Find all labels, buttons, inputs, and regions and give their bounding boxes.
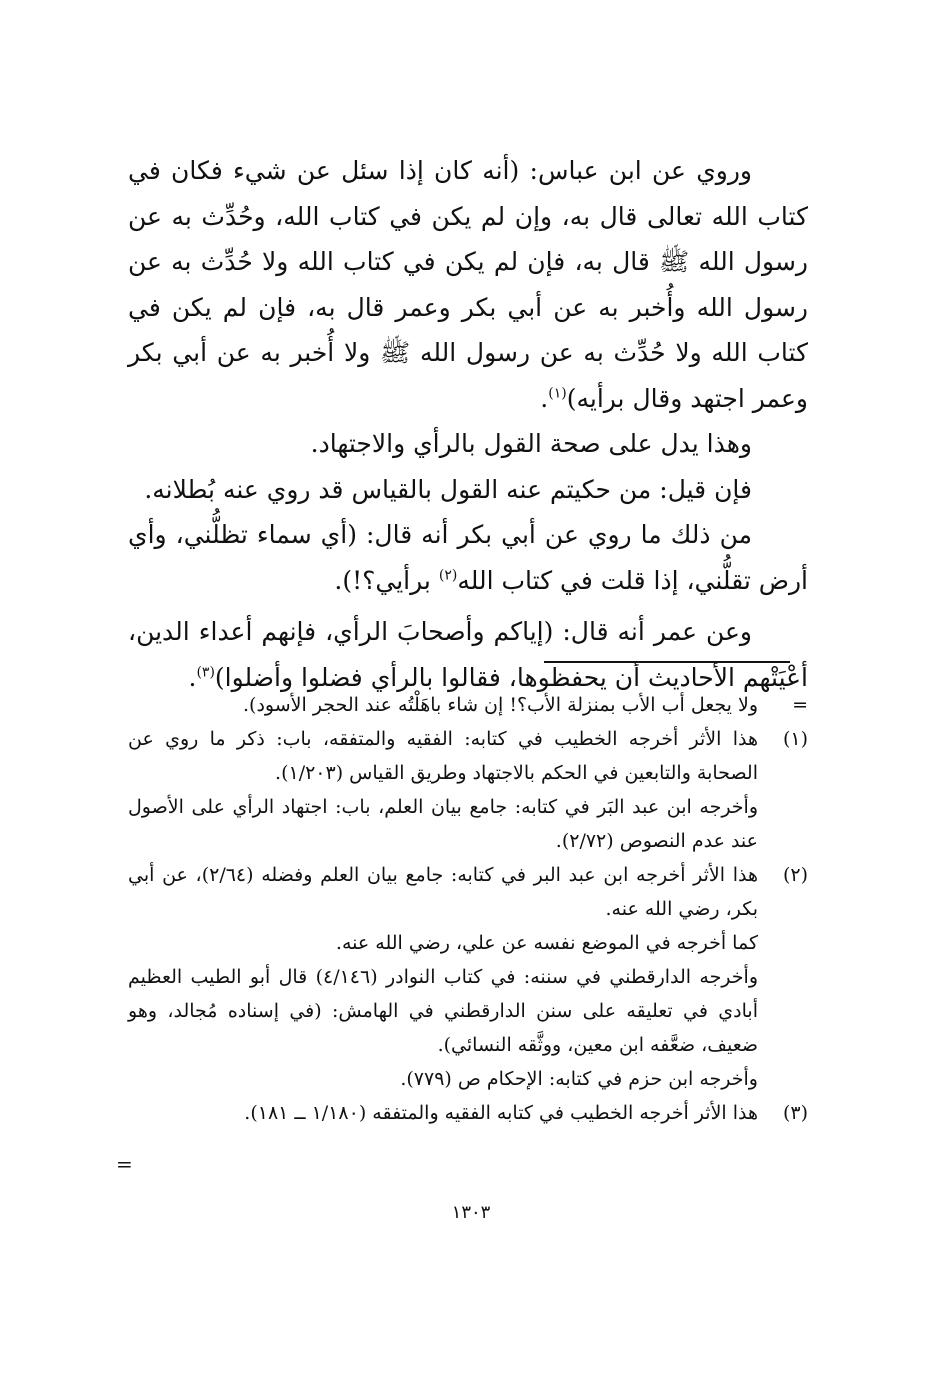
footnote-body: [128, 688, 758, 722]
main-text: [128, 148, 808, 700]
footnote-line: هذا الأثر أخرجه الخطيب في كتابه: الفقيه والمتفقه، باب: ذكر ما روي عن الصحابة والتابعين في الحكم بالاجتهاد وطريق القياس (١/٢٠٣).: [128, 728, 758, 784]
footnote-line: ولا يجعل أب الأب بمنزلة الأب؟! إن شاء باهَلْتُه عند الحجر الأسود).: [243, 694, 758, 716]
footnote-3: [128, 1096, 808, 1130]
footnote-line: هذا الأثر أخرجه ابن عبد البر في كتابه: جامع بيان العلم وفضله (٢/٦٤)، عن أبي بكر، رضي الله عنه.: [128, 864, 758, 920]
footnote-line: هذا الأثر أخرجه الخطيب في كتابه الفقيه والمتفقه (١/١٨٠ ــ ١٨١).: [244, 1102, 758, 1124]
footnote-line: وأخرجه ابن عبد البَر في كتابه: جامع بيان العلم، باب: اجتهاد الرأي على الأصول عند عدم النصوص (٢/٧٢).: [128, 796, 758, 852]
footnote-line: وأخرجه الدارقطني في سننه: في كتاب النوادر (٤/١٤٦) قال أبو الطيب العظيم أبادي في تعليقه على سنن الدارقطني في الهامش: (في إسناده مُجالد، وهو ضعيف، ضعَّفه ابن معين، ووثَّقه النسائي).: [128, 966, 758, 1056]
continuation-mark: =: [116, 1152, 133, 1176]
paragraph-text: وهذا يدل على صحة القول بالرأي والاجتهاد.: [310, 429, 752, 458]
footnote-2: [128, 858, 808, 1096]
footnote-mark: =: [792, 694, 808, 716]
paragraph-text: من ذلك ما روي عن أبي بكر أنه قال: (أي سماء تظلُّني، وأي أرض تقلُّني، إذا قلت في كتاب الله: [128, 520, 808, 595]
footnote-line: كما أخرجه في الموضع نفسه عن علي، رضي الله عنه.: [335, 932, 758, 954]
footnote-continuation: [128, 688, 808, 722]
paragraph-tail: .: [188, 662, 197, 692]
paragraph-tail: .: [540, 383, 549, 413]
footnote-line: وأخرجه ابن حزم في كتابه: الإحكام ص (٧٧٩).: [400, 1068, 758, 1090]
paragraph-tail: برأيي؟!).: [334, 565, 439, 595]
footnote-ref: (٢): [438, 567, 458, 584]
paragraph-text: فإن قيل: من حكيتم عنه القول بالقياس قد روي عنه بُطلانه.: [144, 474, 752, 504]
paragraph: [128, 467, 808, 513]
footnote-ref: (٣): [196, 664, 215, 681]
paragraph: [128, 148, 808, 421]
paragraph-text: وعن عمر أنه قال: (إياكم وأصحابَ الرأي، فإنهم أعداء الدين، أعْيَتْهم الأحاديث أن يحفظوها، فقالوا بالرأي فضلوا وأضلوا): [128, 617, 808, 692]
paragraph: [128, 512, 808, 603]
paragraph: [128, 421, 808, 467]
footnotes: [128, 688, 808, 1130]
footnote-mark: (٣): [782, 1102, 808, 1124]
footnote-separator: [544, 661, 790, 663]
footnote-mark: (٢): [782, 864, 808, 886]
footnote-mark: (١): [782, 728, 808, 750]
page-number: ١٣٠٣: [451, 1202, 491, 1223]
paragraph: [128, 609, 808, 700]
footnote-body: [128, 858, 758, 1096]
footnote-body: [128, 722, 758, 858]
footnote-body: [128, 1096, 758, 1130]
paragraph-text: وروي عن ابن عباس: (أنه كان إذا سئل عن شيء فكان في كتاب الله تعالى قال به، وإن لم يكن في كتاب الله، وحُدِّث به عن رسول الله ﷺ قال به، فإن لم يكن في كتاب الله ولا حُدِّث به عن رسول الله وأُخبر به عن أبي بكر وعمر قال به، فإن لم يكن في كتاب الله ولا حُدِّث به عن رسول الله ﷺ ولا أُخبر به عن أبي بكر وعمر اجتهد وقال برأيه): [128, 156, 808, 413]
footnote-1: [128, 722, 808, 858]
footnote-ref: (١): [548, 385, 567, 402]
